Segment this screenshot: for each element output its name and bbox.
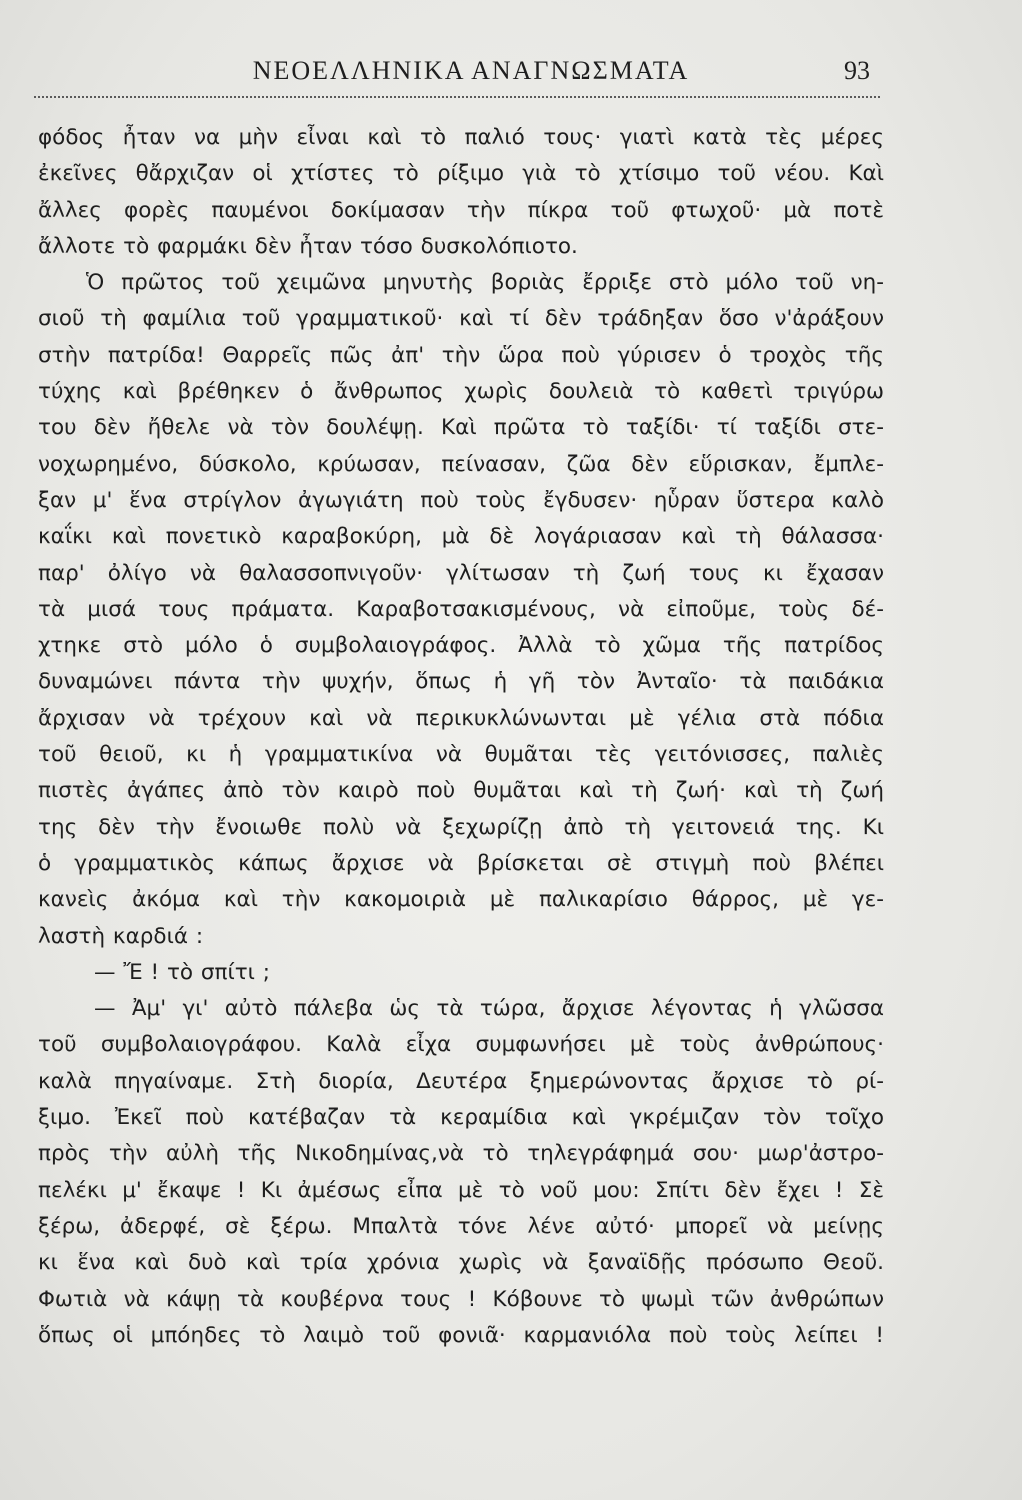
text-line: πιστὲς ἀγάπες ἀπὸ τὸν καιρὸ ποὺ θυμᾶται καὶ τὴ ζωή· καὶ τὴ ζωή [38,778,884,804]
text-line: νοχωρημένο, δύσκολο, κρύωσαν, πείνασαν, ζῶα δὲν εὕρισκαν, ἔμπλε- [38,451,884,477]
text-line: ἄλλες φορὲς παυμένοι δοκίμασαν τὴν πίκρα τοῦ φτωχοῦ· μὰ ποτὲ [38,197,884,223]
text-line: Ὁ πρῶτος τοῦ χειμῶνα μηνυτὴς βοριὰς ἔρριξε στὸ μόλο τοῦ νη- [86,270,884,296]
text-line: της δὲν τὴν ἔνοιωθε πολὺ νὰ ξεχωρίζῃ ἀπὸ τὴ γειτονειά της. Κι [38,814,884,840]
text-line: πρὸς τὴν αὐλὴ τῆς Νικοδημίνας,νὰ τὸ τηλεγράφημά σου· μωρ'ἀστρο- [38,1141,884,1167]
text-line: ἄλλοτε τὸ φαρμάκι δὲν ἦταν τόσο δυσκολόπιοτο. [38,233,578,259]
text-line: ἄρχισαν νὰ τρέχουν καὶ νὰ περικυκλώνωνται μὲ γέλια στὰ πόδια [38,705,884,731]
text-line: ξέρω, ἀδερφέ, σὲ ξέρω. Μπαλτὰ τόνε λένε αὐτό· μπορεῖ νὰ μείνῃς [38,1213,884,1239]
text-line: τοῦ θειοῦ, κι ἡ γραμματικίνα νὰ θυμᾶται τὲς γειτόνισσες, παλιὲς [38,742,884,768]
text-line: τύχης καὶ βρέθηκεν ὁ ἄνθρωπος χωρὶς δουλειὰ τὸ καθετὶ τριγύρω [38,379,884,405]
dialogue-line: — Ἔ ! τὸ σπίτι ; [94,959,271,985]
text-line: ἐκεῖνες θἄρχιζαν οἱ χτίστες τὸ ρίξιμο γιὰ τὸ χτίσιμο τοῦ νέου. Καὶ [38,161,884,187]
text-line: σιοῦ τὴ φαμίλια τοῦ γραμματικοῦ· καὶ τί δὲν τράδηξαν ὅσο ν'ἀράξουν [38,306,884,332]
text-line: ὅπως οἱ μπόηδες τὸ λαιμὸ τοῦ φονιᾶ· καρμανιόλα ποὺ τοὺς λείπει ! [38,1322,884,1348]
page-number: 93 [844,56,870,85]
text-line: χτηκε στὸ μόλο ὁ συμβολαιογράφος. Ἀλλὰ τὸ χῶμα τῆς πατρίδος [38,633,884,659]
text-line: ὁ γραμματικὸς κάπως ἄρχισε νὰ βρίσκεται σὲ στιγμὴ ποὺ βλέπει [38,850,884,876]
text-line: παρ' ὀλίγο νὰ θαλασσοπνιγοῦν· γλίτωσαν τὴ ζωή τους κι ἔχασαν [38,560,884,586]
text-line: τοῦ συμβολαιογράφου. Καλὰ εἶχα συμφωνήσει μὲ τοὺς ἀνθρώπους· [38,1032,884,1058]
text-line: κανεὶς ἀκόμα καὶ τὴν κακομοιριὰ μὲ παλικαρίσιο θάρρος, μὲ γε- [38,887,884,913]
header-rule [34,96,880,98]
text-line: ξαν μ' ἕνα στρίγλον ἀγωγιάτη ποὺ τοὺς ἔγδυσεν· ηὗραν ὕστερα καλὸ [38,487,884,513]
text-line: στὴν πατρίδα! Θαρρεῖς πῶς ἀπ' τὴν ὥρα ποὺ γύρισεν ὁ τροχὸς τῆς [38,342,884,368]
text-line: λαστὴ καρδιά : [38,923,204,949]
text-line: καΐκι καὶ πονετικὸ καραβοκύρη, μὰ δὲ λογάριασαν καὶ τὴ θάλασσα· [38,524,884,550]
text-line: του δὲν ἤθελε νὰ τὸν δουλέψῃ. Καὶ πρῶτα τὸ ταξίδι· τί ταξίδι στε- [38,415,884,441]
page-header [0,52,1022,92]
body-text [38,120,884,1354]
running-title: ΝΕΟΕΛΛΗΝΙΚΑ ΑΝΑΓΝΩΣΜΑΤΑ [252,56,690,85]
text-line: πελέκι μ' ἔκαψε ! Κι ἀμέσως εἶπα μὲ τὸ νοῦ μου: Σπίτι δὲν ἔχει ! Σὲ [38,1177,884,1203]
dialogue-line: — Ἀμ' γι' αὐτὸ πάλεβα ὡς τὰ τώρα, ἄρχισε λέγοντας ἡ γλῶσσα [94,996,884,1022]
text-line: Φωτιὰ νὰ κάψῃ τὰ κουβέρνα τους ! Κόβουνε τὸ ψωμὶ τῶν ἀνθρώπων [38,1286,884,1312]
text-line: ξιμο. Ἐκεῖ ποὺ κατέβαζαν τὰ κεραμίδια καὶ γκρέμιζαν τὸν τοῖχο [38,1105,884,1131]
text-line: τὰ μισά τους πράματα. Καραβοτσακισμένους, νὰ εἰποῦμε, τοὺς δέ- [38,596,884,622]
text-line: κι ἕνα καὶ δυὸ καὶ τρία χρόνια χωρὶς νὰ ξαναϊδῇς πρόσωπο Θεοῦ. [38,1250,884,1276]
text-line: φόδος ἦταν να μὴν εἶναι καὶ τὸ παλιό τους· γιατὶ κατὰ τὲς μέρες [38,125,884,150]
text-line: καλὰ πηγαίναμε. Στὴ διορία, Δευτέρα ξημερώνοντας ἄρχισε τὸ ρί- [38,1068,884,1094]
text-line: δυναμώνει πάντα τὴν ψυχήν, ὅπως ἡ γῆ τὸν Ἀνταῖο· τὰ παιδάκια [38,669,884,695]
